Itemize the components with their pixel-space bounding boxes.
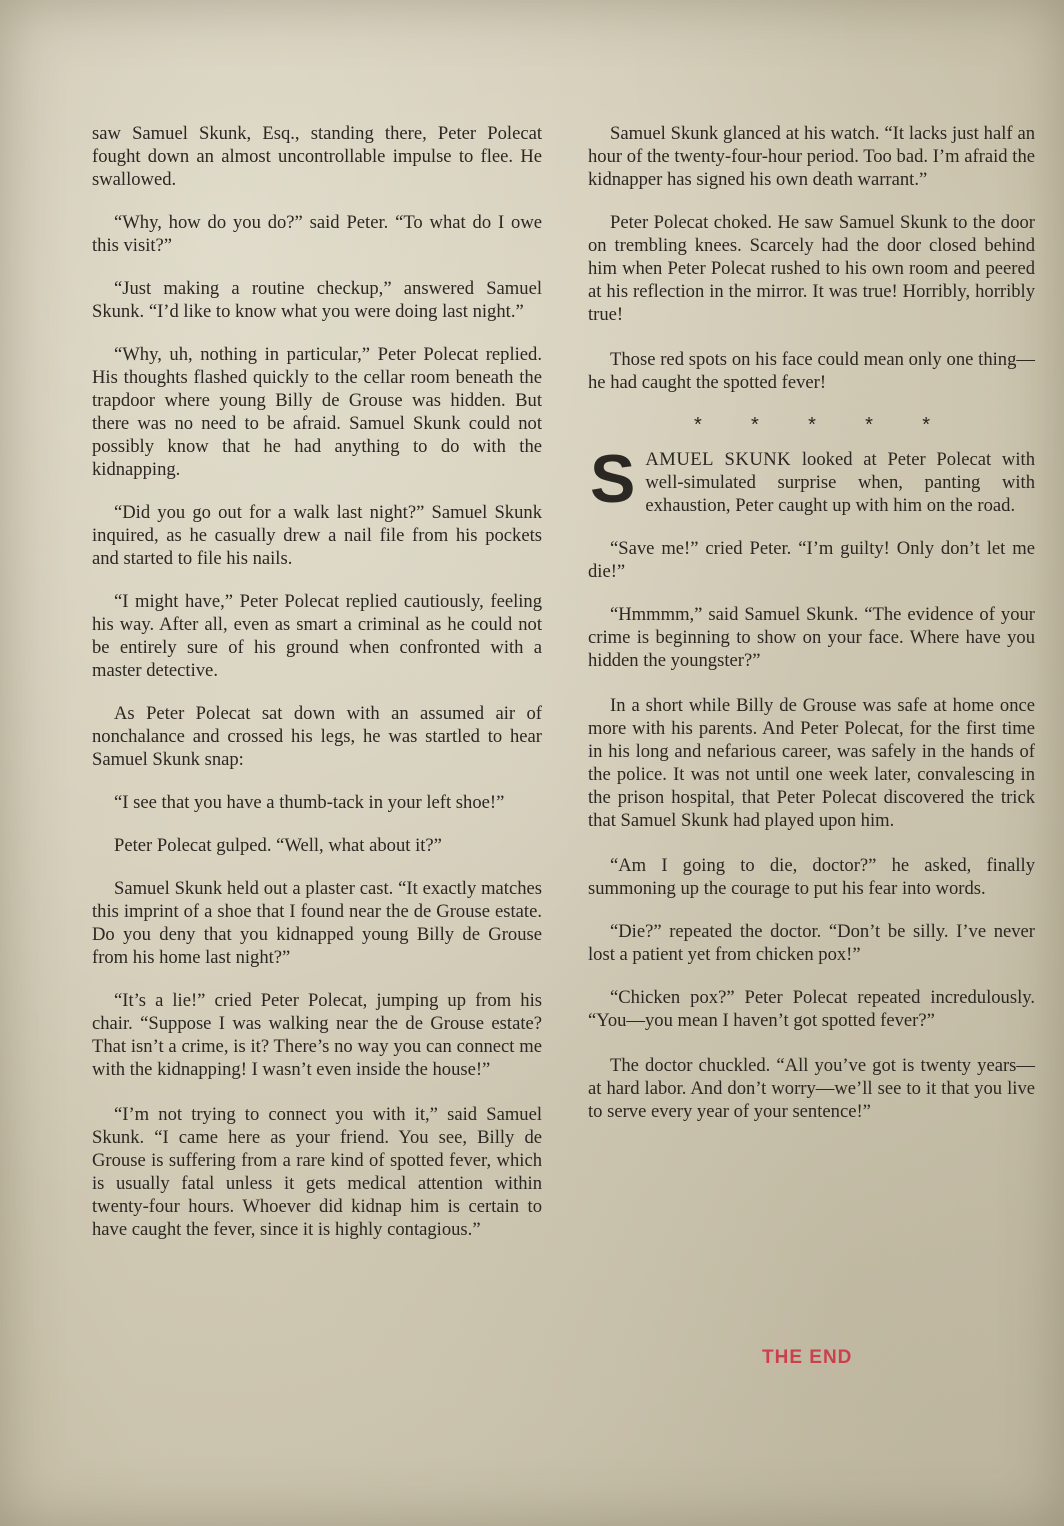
paragraph: “Am I going to die, doctor?” he asked, finally summoning up the courage to put his fear into words. [588,855,1035,899]
separator-asterisk: * [865,414,873,436]
paragraph: “Save me!” cried Peter. “I’m guilty! Only don’t let me die!” [588,538,1035,582]
dropcap-paragraph [588,441,1035,517]
paragraph: “Why, how do you do?” said Peter. “To what do I owe this visit?” [92,212,542,256]
separator-asterisk: * [922,414,930,436]
paragraph: “Die?” repeated the doctor. “Don’t be silly. I’ve never lost a patient yet from chicken pox!” [588,921,1035,965]
paragraph: Samuel Skunk held out a plaster cast. “It exactly matches this imprint of a shoe that I found near the de Grouse estate. Do you deny that you kidnapped young Billy de Grouse from his home last night?” [92,878,542,968]
dropcap-paragraph-rest: looked at Peter Polecat with well-simulated surprise when, panting with exhaustion, Peter caught up with him on the road. [645,449,1035,516]
paragraph: “Just making a routine checkup,” answered Samuel Skunk. “I’d like to know what you were doing last night.” [92,278,542,322]
separator-asterisk: * [751,414,759,436]
section-separator [694,414,930,436]
left-column [92,122,542,1261]
paragraph: “Hmmmm,” said Samuel Skunk. “The evidence of your crime is beginning to show on your face. Where have you hidden the youngster?” [588,604,1035,671]
paragraph: In a short while Billy de Grouse was safe at home once more with his parents. And Peter Polecat, for the first time in his long and nefarious career, was safely in the hands of the police. It was not until one week later, convalescing in the prison hospital, that Peter Polecat discovered the trick that Samuel Skunk had played upon him. [588,695,1035,831]
paragraph: Peter Polecat choked. He saw Samuel Skunk to the door on trembling knees. Scarcely had the door closed behind him when Peter Polecat rushed to his own room and peered at his reflection in the mirror. It was true! Horribly, horribly true! [588,212,1035,325]
the-end-stamp: THE END [762,1347,853,1368]
separator-asterisk: * [808,414,816,436]
paragraph: “It’s a lie!” cried Peter Polecat, jumping up from his chair. “Suppose I was walking near the de Grouse estate? That isn’t a crime, is it? There’s no way you can connect me with the kidnapping! I wasn’t even inside the house!” [92,990,542,1080]
paragraph: “I see that you have a thumb-tack in your left shoe!” [114,792,505,813]
small-caps-lead: AMUEL SKUNK [645,449,792,470]
paragraph: saw Samuel Skunk, Esq., standing there, Peter Polecat fought down an almost uncontrollable impulse to flee. He swallowed. [92,123,542,190]
paragraph: “I’m not trying to connect you with it,” said Samuel Skunk. “I came here as your friend. You see, Billy de Grouse is suffering from a rare kind of spotted fever, which is usually fatal unless it gets medical attention within twenty-four hours. Whoever did kidnap him is certain to have caught the fever, since it is highly contagious.” [92,1104,542,1240]
paragraph: “Did you go out for a walk last night?” Samuel Skunk inquired, as he casually drew a nail file from his pockets and started to file his nails. [92,502,542,569]
right-column [588,122,1035,1143]
separator-asterisk: * [694,414,702,436]
drop-cap-letter: S [590,441,636,517]
paragraph: “Why, uh, nothing in particular,” Peter Polecat replied. His thoughts flashed quickly to the cellar room beneath the trapdoor where young Billy de Grouse was hidden. But there was no need to be afraid. Samuel Skunk could not possibly know that he had anything to do with the kidnapping. [92,344,542,480]
paragraph: Those red spots on his face could mean only one thing—he had caught the spotted fever! [588,349,1035,393]
paragraph: The doctor chuckled. “All you’ve got is twenty years—at hard labor. And don’t worry—we’ll see to it that you live to serve every year of your sentence!” [588,1055,1035,1122]
paragraph: As Peter Polecat sat down with an assumed air of nonchalance and crossed his legs, he was startled to hear Samuel Skunk snap: [92,703,542,770]
paragraph: Peter Polecat gulped. “Well, what about it?” [114,835,442,856]
paragraph: “Chicken pox?” Peter Polecat repeated incredulously. “You—you mean I haven’t got spotted fever?” [588,987,1035,1031]
paragraph: Samuel Skunk glanced at his watch. “It lacks just half an hour of the twenty-four-hour period. Too bad. I’m afraid the kidnapper has signed his own death warrant.” [588,123,1035,190]
paragraph: “I might have,” Peter Polecat replied cautiously, feeling his way. After all, even as smart a criminal as he could not be entirely sure of his ground when confronted with a master detective. [92,591,542,681]
